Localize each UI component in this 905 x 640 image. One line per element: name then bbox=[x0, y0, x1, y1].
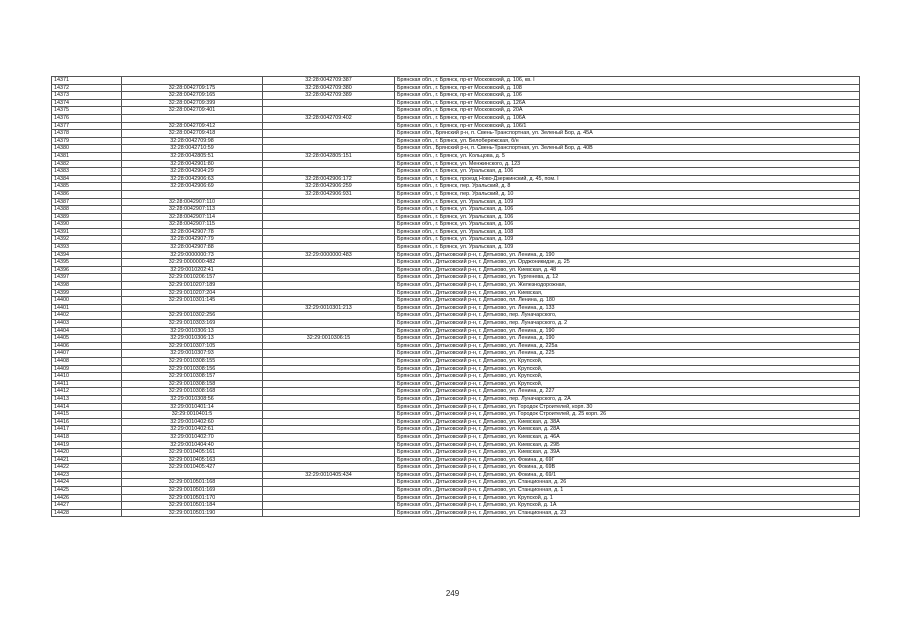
building-cadastral-number-cell: 32:28:0042906:172 bbox=[263, 175, 395, 183]
building-cadastral-number-cell bbox=[263, 456, 395, 464]
building-cadastral-number-cell bbox=[263, 282, 395, 290]
table-row bbox=[52, 137, 860, 145]
address-cell: Брянская обл., Дятьковский р-н, г. Дятьково, ул. Ленина, д. 190 bbox=[395, 251, 860, 259]
building-cadastral-number-cell: 32:28:0042709:402 bbox=[263, 114, 395, 122]
row-number-cell: 14419 bbox=[52, 441, 122, 449]
row-number-cell: 14400 bbox=[52, 297, 122, 305]
address-cell: Брянская обл., Дятьковский р-н, г. Дятьково, ул. Киевская, д. 38А bbox=[395, 418, 860, 426]
row-number-cell: 14401 bbox=[52, 304, 122, 312]
row-number-cell: 14377 bbox=[52, 122, 122, 130]
building-cadastral-number-cell bbox=[263, 130, 395, 138]
land-cadastral-number-cell: 32:29:0010206:157 bbox=[122, 274, 263, 282]
table-row bbox=[52, 365, 860, 373]
table-row bbox=[52, 114, 860, 122]
row-number-cell: 14375 bbox=[52, 107, 122, 115]
address-cell: Брянская обл., Дятьковский р-н, г. Дятьково, ул. Крупской, bbox=[395, 373, 860, 381]
row-number-cell: 14374 bbox=[52, 99, 122, 107]
table-row bbox=[52, 304, 860, 312]
row-number-cell: 14385 bbox=[52, 183, 122, 191]
land-cadastral-number-cell: 32:29:0010402:61 bbox=[122, 426, 263, 434]
table-row bbox=[52, 411, 860, 419]
land-cadastral-number-cell: 32:28:0042907:114 bbox=[122, 213, 263, 221]
land-cadastral-number-cell: 32:29:0010501:190 bbox=[122, 509, 263, 517]
building-cadastral-number-cell bbox=[263, 137, 395, 145]
address-cell: Брянская обл., Дятьковский р-н, г. Дятьково, пер. Луначарского, bbox=[395, 312, 860, 320]
table-row bbox=[52, 175, 860, 183]
row-number-cell: 14392 bbox=[52, 236, 122, 244]
address-cell: Брянская обл., Дятьковский р-н, г. Дятьково, ул. Киевская, д. 48 bbox=[395, 266, 860, 274]
land-cadastral-number-cell: 32:28:0042907:110 bbox=[122, 198, 263, 206]
address-cell: Брянская обл., г. Брянск, пр-кт Московский, д. 126А bbox=[395, 99, 860, 107]
table-row bbox=[52, 320, 860, 328]
table-row bbox=[52, 251, 860, 259]
land-cadastral-number-cell: 32:29:0010405:427 bbox=[122, 464, 263, 472]
building-cadastral-number-cell bbox=[263, 426, 395, 434]
land-cadastral-number-cell: 32:29:0010402:60 bbox=[122, 418, 263, 426]
building-cadastral-number-cell bbox=[263, 320, 395, 328]
table-row bbox=[52, 77, 860, 85]
table-row bbox=[52, 130, 860, 138]
table-row bbox=[52, 213, 860, 221]
land-cadastral-number-cell bbox=[122, 471, 263, 479]
table-row bbox=[52, 403, 860, 411]
table-row bbox=[52, 456, 860, 464]
building-cadastral-number-cell bbox=[263, 433, 395, 441]
land-cadastral-number-cell: 32:28:0042709:418 bbox=[122, 130, 263, 138]
address-cell: Брянская обл., Дятьковский р-н, г. Дятьково, ул. Крупской, bbox=[395, 365, 860, 373]
land-cadastral-number-cell: 32:29:0010303:169 bbox=[122, 320, 263, 328]
table-row bbox=[52, 373, 860, 381]
building-cadastral-number-cell bbox=[263, 357, 395, 365]
address-cell: Брянская обл., Дятьковский р-н, г. Дятьково, ул. Фокина, д. 69Г bbox=[395, 456, 860, 464]
building-cadastral-number-cell bbox=[263, 449, 395, 457]
land-cadastral-number-cell: 32:29:0010306:13 bbox=[122, 327, 263, 335]
row-number-cell: 14425 bbox=[52, 487, 122, 495]
address-cell: Брянская обл., Дятьковский р-н, г. Дятьково, ул. Крупской, bbox=[395, 380, 860, 388]
address-cell: Брянская обл., Брянский р-н, п. Свень-Транспортная, ул. Зеленый Бор, д. 40В bbox=[395, 145, 860, 153]
address-cell: Брянская обл., Дятьковский р-н, г. Дятьково, ул. Ленина, д. 225 bbox=[395, 350, 860, 358]
address-cell: Брянская обл., Дятьковский р-н, г. Дятьково, ул. Киевская, д. 29Б bbox=[395, 441, 860, 449]
land-cadastral-number-cell bbox=[122, 304, 263, 312]
row-number-cell: 14394 bbox=[52, 251, 122, 259]
table-row bbox=[52, 274, 860, 282]
table-row bbox=[52, 152, 860, 160]
address-cell: Брянская обл., г. Брянск, ул. Уральская, д. 109 bbox=[395, 198, 860, 206]
table-row bbox=[52, 145, 860, 153]
address-cell: Брянская обл., Дятьковский р-н, г. Дятьково, ул. Ленина, д. 133 bbox=[395, 304, 860, 312]
table-row bbox=[52, 418, 860, 426]
table-row bbox=[52, 122, 860, 130]
land-cadastral-number-cell: 32:29:0010308:158 bbox=[122, 380, 263, 388]
address-cell: Брянская обл., Дятьковский р-н, г. Дятьково, ул. Киевская, д. 46А bbox=[395, 433, 860, 441]
row-number-cell: 14382 bbox=[52, 160, 122, 168]
table-row bbox=[52, 471, 860, 479]
table-row bbox=[52, 479, 860, 487]
row-number-cell: 14384 bbox=[52, 175, 122, 183]
row-number-cell: 14391 bbox=[52, 228, 122, 236]
row-number-cell: 14421 bbox=[52, 456, 122, 464]
building-cadastral-number-cell bbox=[263, 380, 395, 388]
row-number-cell: 14403 bbox=[52, 320, 122, 328]
address-cell: Брянская обл., г. Брянск, пр-кт Московский, д. 108 bbox=[395, 84, 860, 92]
row-number-cell: 14411 bbox=[52, 380, 122, 388]
table-row bbox=[52, 160, 860, 168]
address-cell: Брянская обл., г. Брянск, проезд Ново-Дзержинский, д. 45, пом. I bbox=[395, 175, 860, 183]
row-number-cell: 14412 bbox=[52, 388, 122, 396]
address-cell: Брянская обл., Дятьковский р-н, г. Дятьково, ул. Фокина, д. 69В bbox=[395, 464, 860, 472]
address-cell: Брянская обл., Дятьковский р-н, г. Дятьково, ул. Станционная, д. 26 bbox=[395, 479, 860, 487]
address-cell: Брянская обл., г. Брянск, ул. Уральская, д. 108 bbox=[395, 228, 860, 236]
land-cadastral-number-cell: 32:29:0010308:168 bbox=[122, 388, 263, 396]
row-number-cell: 14379 bbox=[52, 137, 122, 145]
building-cadastral-number-cell bbox=[263, 206, 395, 214]
land-cadastral-number-cell bbox=[122, 77, 263, 85]
land-cadastral-number-cell: 32:28:0042906:63 bbox=[122, 175, 263, 183]
building-cadastral-number-cell: 32:29:0000000:483 bbox=[263, 251, 395, 259]
row-number-cell: 14398 bbox=[52, 282, 122, 290]
building-cadastral-number-cell bbox=[263, 342, 395, 350]
address-cell: Брянская обл., г. Брянск, ул. Уральская, д. 109 bbox=[395, 236, 860, 244]
row-number-cell: 14389 bbox=[52, 213, 122, 221]
building-cadastral-number-cell bbox=[263, 395, 395, 403]
building-cadastral-number-cell: 32:28:0042906:259 bbox=[263, 183, 395, 191]
land-cadastral-number-cell: 32:29:0010308:155 bbox=[122, 357, 263, 365]
address-cell: Брянская обл., Дятьковский р-н, г. Дятьково, ул. Киевская, д. 39А bbox=[395, 449, 860, 457]
row-number-cell: 14383 bbox=[52, 168, 122, 176]
table-row bbox=[52, 282, 860, 290]
land-cadastral-number-cell: 32:28:0042904:29 bbox=[122, 168, 263, 176]
building-cadastral-number-cell bbox=[263, 99, 395, 107]
land-cadastral-number-cell: 32:29:0010405:163 bbox=[122, 456, 263, 464]
row-number-cell: 14420 bbox=[52, 449, 122, 457]
land-cadastral-number-cell: 32:28:0042907:113 bbox=[122, 206, 263, 214]
address-cell: Брянская обл., г. Брянск, пер. Уральский, д. 8 bbox=[395, 183, 860, 191]
table-row bbox=[52, 84, 860, 92]
building-cadastral-number-cell bbox=[263, 327, 395, 335]
address-cell: Брянская обл., Дятьковский р-н, г. Дятьково, ул. Орджоникидзе, д. 25 bbox=[395, 259, 860, 267]
land-cadastral-number-cell: 32:29:0010402:70 bbox=[122, 433, 263, 441]
row-number-cell: 14405 bbox=[52, 335, 122, 343]
row-number-cell: 14417 bbox=[52, 426, 122, 434]
address-cell: Брянская обл., г. Брянск, ул. Кольцова, д. 5 bbox=[395, 152, 860, 160]
land-cadastral-number-cell: 32:29:0010307:93 bbox=[122, 350, 263, 358]
table-row bbox=[52, 312, 860, 320]
table-row bbox=[52, 236, 860, 244]
address-cell: Брянская обл., Дятьковский р-н, г. Дятьково, пер. Луначарского, д. 2 bbox=[395, 320, 860, 328]
building-cadastral-number-cell: 32:29:0010306:15 bbox=[263, 335, 395, 343]
row-number-cell: 14378 bbox=[52, 130, 122, 138]
address-cell: Брянская обл., г. Брянск, ул. Уральская, д. 106 bbox=[395, 213, 860, 221]
building-cadastral-number-cell: 32:29:0010405:434 bbox=[263, 471, 395, 479]
address-cell: Брянская обл., г. Брянск, пр-кт Московский, д. 106 bbox=[395, 92, 860, 100]
address-cell: Брянская обл., Дятьковский р-н, г. Дятьково, ул. Ленина, д. 190 bbox=[395, 335, 860, 343]
land-cadastral-number-cell: 32:29:0010401:14 bbox=[122, 403, 263, 411]
registry-table-body bbox=[52, 77, 860, 517]
land-cadastral-number-cell: 32:29:0010405:161 bbox=[122, 449, 263, 457]
land-cadastral-number-cell: 32:29:0010302:256 bbox=[122, 312, 263, 320]
building-cadastral-number-cell: 32:28:0042805:151 bbox=[263, 152, 395, 160]
row-number-cell: 14426 bbox=[52, 494, 122, 502]
land-cadastral-number-cell: 32:28:0042709:165 bbox=[122, 92, 263, 100]
table-row bbox=[52, 183, 860, 191]
building-cadastral-number-cell bbox=[263, 145, 395, 153]
land-cadastral-number-cell: 32:28:0042906:69 bbox=[122, 183, 263, 191]
land-cadastral-number-cell: 32:29:0010207:189 bbox=[122, 282, 263, 290]
row-number-cell: 14373 bbox=[52, 92, 122, 100]
row-number-cell: 14399 bbox=[52, 289, 122, 297]
row-number-cell: 14387 bbox=[52, 198, 122, 206]
address-cell: Брянская обл., Дятьковский р-н, г. Дятьково, ул. Крупской, bbox=[395, 357, 860, 365]
address-cell: Брянская обл., Дятьковский р-н, г. Дятьково, ул. Крупской, д. 1 bbox=[395, 494, 860, 502]
table-row bbox=[52, 168, 860, 176]
land-cadastral-number-cell: 32:28:0042709:399 bbox=[122, 99, 263, 107]
building-cadastral-number-cell bbox=[263, 160, 395, 168]
row-number-cell: 14406 bbox=[52, 342, 122, 350]
row-number-cell: 14393 bbox=[52, 244, 122, 252]
building-cadastral-number-cell bbox=[263, 266, 395, 274]
building-cadastral-number-cell bbox=[263, 274, 395, 282]
address-cell: Брянская обл., Дятьковский р-н, г. Дятьково, ул. Железнодорожная, bbox=[395, 282, 860, 290]
building-cadastral-number-cell: 32:28:0042709:387 bbox=[263, 77, 395, 85]
land-cadastral-number-cell: 32:28:0042907:88 bbox=[122, 244, 263, 252]
row-number-cell: 14410 bbox=[52, 373, 122, 381]
row-number-cell: 14376 bbox=[52, 114, 122, 122]
building-cadastral-number-cell bbox=[263, 213, 395, 221]
address-cell: Брянская обл., Дятьковский р-н, г. Дятьково, ул. Ленина, д. 227 bbox=[395, 388, 860, 396]
table-row bbox=[52, 206, 860, 214]
address-cell: Брянская обл., Дятьковский р-н, г. Дятьково, ул. Станционная, д. 1 bbox=[395, 487, 860, 495]
address-cell: Брянская обл., г. Брянск, пр-кт Московский, д. 20А bbox=[395, 107, 860, 115]
table-row bbox=[52, 426, 860, 434]
table-row bbox=[52, 380, 860, 388]
address-cell: Брянская обл., Дятьковский р-н, г. Дятьково, ул. Тургенева, д. 12 bbox=[395, 274, 860, 282]
land-cadastral-number-cell: 32:29:0010404:40 bbox=[122, 441, 263, 449]
row-number-cell: 14423 bbox=[52, 471, 122, 479]
land-cadastral-number-cell: 32:29:0010501:169 bbox=[122, 487, 263, 495]
building-cadastral-number-cell bbox=[263, 365, 395, 373]
building-cadastral-number-cell bbox=[263, 168, 395, 176]
building-cadastral-number-cell bbox=[263, 297, 395, 305]
table-row bbox=[52, 92, 860, 100]
row-number-cell: 14404 bbox=[52, 327, 122, 335]
address-cell: Брянская обл., Дятьковский р-н, г. Дятьково, ул. Фокина, д. 69/1 bbox=[395, 471, 860, 479]
row-number-cell: 14381 bbox=[52, 152, 122, 160]
table-row bbox=[52, 107, 860, 115]
address-cell: Брянская обл., г. Брянск, ул. Уральская, д. 109 bbox=[395, 244, 860, 252]
table-row bbox=[52, 350, 860, 358]
land-cadastral-number-cell: 32:28:0042901:80 bbox=[122, 160, 263, 168]
table-row bbox=[52, 395, 860, 403]
address-cell: Брянская обл., Дятьковский р-н, г. Дятьково, пл. Ленина, д. 180 bbox=[395, 297, 860, 305]
building-cadastral-number-cell bbox=[263, 107, 395, 115]
building-cadastral-number-cell bbox=[263, 236, 395, 244]
land-cadastral-number-cell: 32:29:0010401:5 bbox=[122, 411, 263, 419]
address-cell: Брянская обл., Дятьковский р-н, г. Дятьково, ул. Крупской, д. 1А bbox=[395, 502, 860, 510]
building-cadastral-number-cell bbox=[263, 494, 395, 502]
address-cell: Брянская обл., Дятьковский р-н, г. Дятьково, ул. Ленина, д. 225а bbox=[395, 342, 860, 350]
land-cadastral-number-cell: 32:28:0042709:175 bbox=[122, 84, 263, 92]
building-cadastral-number-cell bbox=[263, 228, 395, 236]
table-row bbox=[52, 433, 860, 441]
building-cadastral-number-cell bbox=[263, 388, 395, 396]
land-cadastral-number-cell bbox=[122, 114, 263, 122]
address-cell: Брянская обл., г. Брянск, пер. Уральский, д. 10 bbox=[395, 190, 860, 198]
row-number-cell: 14397 bbox=[52, 274, 122, 282]
land-cadastral-number-cell: 32:28:0042907:79 bbox=[122, 236, 263, 244]
table-row bbox=[52, 487, 860, 495]
row-number-cell: 14408 bbox=[52, 357, 122, 365]
row-number-cell: 14372 bbox=[52, 84, 122, 92]
building-cadastral-number-cell bbox=[263, 373, 395, 381]
building-cadastral-number-cell bbox=[263, 289, 395, 297]
table-row bbox=[52, 228, 860, 236]
address-cell: Брянская обл., Дятьковский р-н, г. Дятьково, ул. Станционная, д. 23 bbox=[395, 509, 860, 517]
table-row bbox=[52, 190, 860, 198]
address-cell: Брянская обл., г. Брянск, ул. Уральская, д. 106 bbox=[395, 221, 860, 229]
table-row bbox=[52, 221, 860, 229]
row-number-cell: 14424 bbox=[52, 479, 122, 487]
table-row bbox=[52, 327, 860, 335]
row-number-cell: 14386 bbox=[52, 190, 122, 198]
building-cadastral-number-cell bbox=[263, 350, 395, 358]
address-cell: Брянская обл., г. Брянск, ул. Уральская, д. 106 bbox=[395, 206, 860, 214]
land-cadastral-number-cell: 32:29:0010301:145 bbox=[122, 297, 263, 305]
land-cadastral-number-cell: 32:29:0010501:170 bbox=[122, 494, 263, 502]
table-row bbox=[52, 449, 860, 457]
table-row bbox=[52, 244, 860, 252]
row-number-cell: 14388 bbox=[52, 206, 122, 214]
address-cell: Брянская обл., г. Брянск, пр-кт Московский, д. 106, кв. I bbox=[395, 77, 860, 85]
land-cadastral-number-cell: 32:29:0010202:41 bbox=[122, 266, 263, 274]
building-cadastral-number-cell: 32:29:0010301:213 bbox=[263, 304, 395, 312]
address-cell: Брянская обл., Дятьковский р-н, г. Дятьково, пер. Луначарского, д. 2А bbox=[395, 395, 860, 403]
address-cell: Брянская обл., г. Брянск, ул. Белобережская, б/н bbox=[395, 137, 860, 145]
address-cell: Брянская обл., г. Брянск, пр-кт Московский, д. 106/1 bbox=[395, 122, 860, 130]
table-row bbox=[52, 289, 860, 297]
building-cadastral-number-cell bbox=[263, 487, 395, 495]
building-cadastral-number-cell bbox=[263, 244, 395, 252]
building-cadastral-number-cell bbox=[263, 441, 395, 449]
land-cadastral-number-cell: 32:29:0000000:73 bbox=[122, 251, 263, 259]
row-number-cell: 14402 bbox=[52, 312, 122, 320]
row-number-cell: 14371 bbox=[52, 77, 122, 85]
building-cadastral-number-cell bbox=[263, 312, 395, 320]
address-cell: Брянская обл., Дятьковский р-н, г. Дятьково, ул. Ленина, д. 190 bbox=[395, 327, 860, 335]
address-cell: Брянская обл., Дятьковский р-н, г. Дятьково, ул. Городок Строителей, корп. 30 bbox=[395, 403, 860, 411]
building-cadastral-number-cell bbox=[263, 502, 395, 510]
table-row bbox=[52, 509, 860, 517]
land-cadastral-number-cell: 32:28:0042709:412 bbox=[122, 122, 263, 130]
land-cadastral-number-cell: 32:28:0042709:401 bbox=[122, 107, 263, 115]
table-row bbox=[52, 388, 860, 396]
table-row bbox=[52, 198, 860, 206]
table-row bbox=[52, 441, 860, 449]
building-cadastral-number-cell bbox=[263, 198, 395, 206]
page-number: 249 bbox=[445, 589, 460, 598]
building-cadastral-number-cell bbox=[263, 221, 395, 229]
table-row bbox=[52, 502, 860, 510]
building-cadastral-number-cell: 32:28:0042709:380 bbox=[263, 84, 395, 92]
building-cadastral-number-cell bbox=[263, 122, 395, 130]
row-number-cell: 14414 bbox=[52, 403, 122, 411]
table-row bbox=[52, 357, 860, 365]
table-row bbox=[52, 259, 860, 267]
land-cadastral-number-cell: 32:28:0042710:59 bbox=[122, 145, 263, 153]
land-cadastral-number-cell: 32:28:0042907:78 bbox=[122, 228, 263, 236]
row-number-cell: 14390 bbox=[52, 221, 122, 229]
address-cell: Брянская обл., г. Брянск, ул. Менжинского, д. 123 bbox=[395, 160, 860, 168]
table-row bbox=[52, 297, 860, 305]
address-cell: Брянская обл., г. Брянск, пр-кт Московский, д. 106А bbox=[395, 114, 860, 122]
row-number-cell: 14407 bbox=[52, 350, 122, 358]
table-row bbox=[52, 342, 860, 350]
address-cell: Брянская обл., Брянский р-н, п. Свень-Транспортная, ул. Зеленый Бор, д. 45А bbox=[395, 130, 860, 138]
table-row bbox=[52, 335, 860, 343]
land-cadastral-number-cell: 32:28:0042709:98 bbox=[122, 137, 263, 145]
land-cadastral-number-cell: 32:29:0010501:168 bbox=[122, 479, 263, 487]
land-cadastral-number-cell: 32:29:0010308:156 bbox=[122, 365, 263, 373]
building-cadastral-number-cell bbox=[263, 411, 395, 419]
land-cadastral-number-cell: 32:29:0000000:482 bbox=[122, 259, 263, 267]
building-cadastral-number-cell: 32:28:0042709:389 bbox=[263, 92, 395, 100]
table-row bbox=[52, 99, 860, 107]
row-number-cell: 14396 bbox=[52, 266, 122, 274]
registry-table bbox=[51, 76, 860, 517]
land-cadastral-number-cell: 32:29:0010307:105 bbox=[122, 342, 263, 350]
address-cell: Брянская обл., Дятьковский р-н, г. Дятьково, ул. Киевская, bbox=[395, 289, 860, 297]
row-number-cell: 14427 bbox=[52, 502, 122, 510]
building-cadastral-number-cell bbox=[263, 403, 395, 411]
address-cell: Брянская обл., Дятьковский р-н, г. Дятьково, ул. Киевская, д. 28А bbox=[395, 426, 860, 434]
address-cell: Брянская обл., Дятьковский р-н, г. Дятьково, ул. Городок Строителей, д. 25 корп. 26 bbox=[395, 411, 860, 419]
building-cadastral-number-cell bbox=[263, 418, 395, 426]
building-cadastral-number-cell bbox=[263, 509, 395, 517]
row-number-cell: 14395 bbox=[52, 259, 122, 267]
table-row bbox=[52, 494, 860, 502]
row-number-cell: 14409 bbox=[52, 365, 122, 373]
land-cadastral-number-cell: 32:28:0042805:51 bbox=[122, 152, 263, 160]
row-number-cell: 14422 bbox=[52, 464, 122, 472]
land-cadastral-number-cell bbox=[122, 190, 263, 198]
row-number-cell: 14413 bbox=[52, 395, 122, 403]
land-cadastral-number-cell: 32:29:0010308:157 bbox=[122, 373, 263, 381]
land-cadastral-number-cell: 32:29:0010501:184 bbox=[122, 502, 263, 510]
table-row bbox=[52, 464, 860, 472]
row-number-cell: 14418 bbox=[52, 433, 122, 441]
row-number-cell: 14415 bbox=[52, 411, 122, 419]
address-cell: Брянская обл., г. Брянск, ул. Уральская, д. 106 bbox=[395, 168, 860, 176]
row-number-cell: 14428 bbox=[52, 509, 122, 517]
building-cadastral-number-cell: 32:28:0042906:931 bbox=[263, 190, 395, 198]
land-cadastral-number-cell: 32:29:0010207:204 bbox=[122, 289, 263, 297]
row-number-cell: 14416 bbox=[52, 418, 122, 426]
table-row bbox=[52, 266, 860, 274]
building-cadastral-number-cell bbox=[263, 259, 395, 267]
land-cadastral-number-cell: 32:29:0010306:13 bbox=[122, 335, 263, 343]
land-cadastral-number-cell: 32:28:0042907:115 bbox=[122, 221, 263, 229]
land-cadastral-number-cell: 32:29:0010308:56 bbox=[122, 395, 263, 403]
row-number-cell: 14380 bbox=[52, 145, 122, 153]
building-cadastral-number-cell bbox=[263, 464, 395, 472]
building-cadastral-number-cell bbox=[263, 479, 395, 487]
